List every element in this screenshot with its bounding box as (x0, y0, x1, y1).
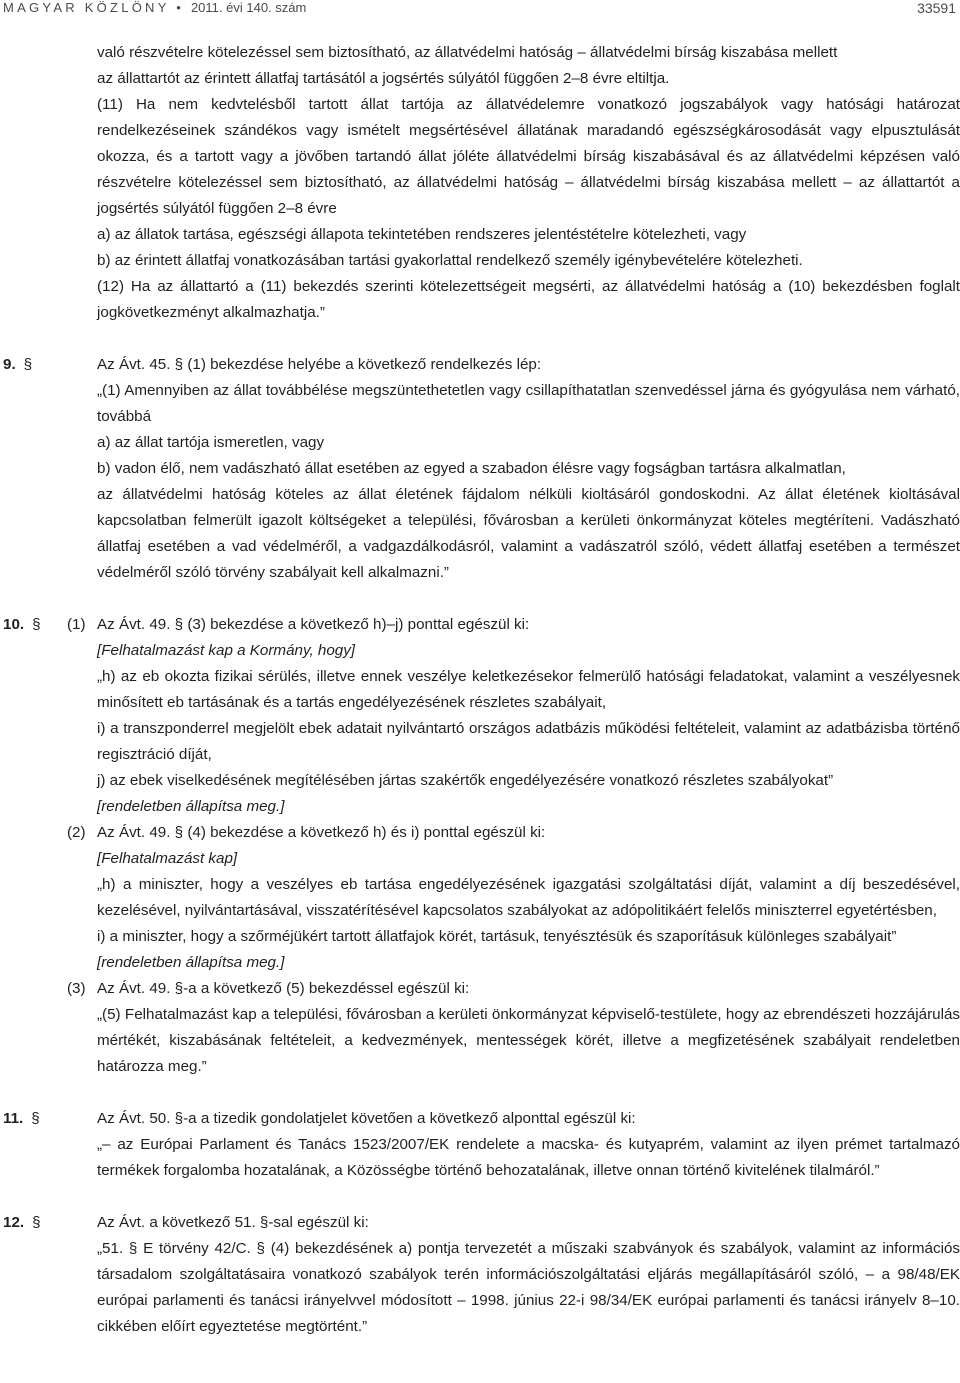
section-number: 11. § (3, 1110, 40, 1127)
journal-name: MAGYAR KÖZLÖNY (3, 0, 170, 15)
point-i: i) a transzponderrel megjelölt ebek adatait nyilvántartó országos adatbázis működési feltételeit, valamint az adatbázisba történő regisztráció díját, (97, 720, 960, 763)
subsection-1 (0, 612, 960, 820)
intro-line: az állattartót az érintett állatfaj tartásától a jogsértés súlyától függően 2–8 évre eltiltja. (97, 70, 670, 87)
subsection-lead: Az Ávt. 49. § (4) bekezdése a következő h) és i) ponttal egészül ki: (97, 824, 546, 841)
section-11 (0, 1106, 960, 1184)
section-lead: Az Ávt. a következő 51. §-sal egészül ki: (97, 1214, 369, 1231)
authorization-clause: [Felhatalmazást kap] (97, 850, 238, 867)
section-text: „– az Európai Parlament és Tanács 1523/2007/EK rendelete a macska- és kutyaprém, valamint az ilyen prémet tartalmazó termékek forgalomba hozatalának, a Közösségbe történő behozatalának, illetve onnan történő kivitelének tilalmáról.” (97, 1136, 960, 1179)
paragraph-12: (12) Ha az állattartó a (11) bekezdés szerinti kötelezettségeit megsérti, az állatvédelmi hatóság a (10) bekezdésben foglalt jogkövetkezményt alkalmazhatja.” (97, 278, 960, 321)
issue-number: 2011. évi 140. szám (190, 0, 307, 15)
section-10 (0, 612, 960, 1080)
paragraph-11-point-a: a) az állatok tartása, egészségi állapota tekintetében rendszeres jelentéstételre kötelezheti, vagy (97, 226, 747, 243)
intro-line: való részvételre kötelezéssel sem biztosítható, az állatvédelmi hatóság – állatvédelmi bírság kiszabása mellett (97, 44, 838, 61)
subsection-label: (1) (67, 616, 86, 633)
page-header (0, 0, 960, 18)
section-point-a: a) az állat tartója ismeretlen, vagy (97, 434, 325, 451)
subsection-lead: Az Ávt. 49. § (3) bekezdése a következő h)–j) ponttal egészül ki: (97, 616, 530, 633)
intro-block (0, 40, 960, 326)
point-i: i) a miniszter, hogy a szőrméjükért tartott állatfajok körét, tartásuk, tenyésztésük és szaporításuk különleges szabályait” (97, 928, 897, 945)
section-number: 12. § (3, 1214, 41, 1231)
subsection-2 (0, 820, 960, 976)
section-9 (0, 352, 960, 586)
paragraph-11-point-b: b) az érintett állatfaj vonatkozásában tartási gyakorlattal rendelkező személy igénybevételére kötelezheti. (97, 252, 803, 269)
section-text: „(1) Amennyiben az állat továbbélése megszüntethetetlen vagy csillapíthatatlan szenvedéssel járna és gyógyulása nem várható, továbbá (97, 382, 960, 425)
subsection-text: „(5) Felhatalmazást kap a települési, fővárosban a kerületi önkormányzat képviselő-testülete, hogy az ebrendészeti hozzájárulás mértékét, kiszabásának feltételeit, a kedvezmények, mentességek körét, illetve a megfizetésének szabályait rendeletben határozza meg.” (97, 1006, 960, 1075)
subsection-3 (0, 976, 960, 1080)
header-bullet: • (176, 0, 185, 15)
subsection-lead: Az Ávt. 49. §-a a következő (5) bekezdéssel egészül ki: (97, 980, 470, 997)
page-number: 33591 (917, 0, 956, 16)
section-number: 10. § (3, 616, 41, 633)
section-lead: Az Ávt. 50. §-a a tizedik gondolatjelet követően a következő alponttal egészül ki: (97, 1110, 636, 1127)
authorization-clause: [Felhatalmazást kap a Kormány, hogy] (97, 642, 356, 659)
journal-title (3, 0, 306, 15)
closing-clause: [rendeletben állapítsa meg.] (97, 954, 285, 971)
section-text: az állatvédelmi hatóság köteles az állat életének fájdalom nélküli kioltásáról gondoskodni. Az állat életének kioltásával kapcsolatban felmerült igazolt költségeket a települési, fővárosban a kerületi önkormányzat köteles megtéríteni. Vadászható állatfaj esetében a vad védelméről, a vadgazdálkodásról, valamint a vadászatról szóló, védett állatfaj esetében a természet védelméről szóló törvény szabályait kell alkalmazni.” (97, 486, 960, 581)
paragraph-11: (11) Ha nem kedvtelésből tartott állat tartója az állatvédelemre vonatkozó jogszabályok vagy hatósági határozat rendelkezéseinek szándékos vagy ismételt megsértésével állatának maradandó egészségkárosodását vagy elpusztulását okozza, és a tartott vagy a jövőben tartandó állat jóléte állatvédelmi bírság kiszabásával és az állatvédelmi képzésen való részvételre kötelezéssel sem biztosítható, az állatvédelmi hatóság – állatvédelmi bírság kiszabása mellett – az állattartót a jogsértés súlyától függően 2–8 évre (97, 96, 960, 217)
point-h: „h) az eb okozta fizikai sérülés, illetve ennek veszélye keletkezésekor felmerülő hatósági feladatokat, valamint a veszélyesnek minősített eb tartásának és a tartás engedélyezésének részletes szabályait, (97, 668, 960, 711)
section-lead: Az Ávt. 45. § (1) bekezdése helyébe a következő rendelkezés lép: (97, 356, 542, 373)
point-h: „h) a miniszter, hogy a veszélyes eb tartása engedélyezésének igazgatási szolgáltatási díját, valamint a díj beszedésével, kezelésével, nyilvántartásával, visszatérítésével kapcsolatos szabályokat az adópolitikáért felelős miniszterrel egyetértésben, (97, 876, 960, 919)
subsection-label: (3) (67, 980, 86, 997)
subsection-label: (2) (67, 824, 86, 841)
section-text: „51. § E törvény 42/C. § (4) bekezdésének a) pontja tervezetét a műszaki szabványok és szabályok, valamint az információs társadalom szolgáltatásaira vonatkozó szabályok terén információszolgáltatási eljárás megállapításáról szóló, – a 98/48/EK európai parlamenti és tanácsi irányelvvel módosított – 1998. június 22-i 98/34/EK európai parlamenti és tanácsi irányelv 8–10. cikkében előírt egyeztetése megtörtént.” (97, 1240, 960, 1335)
section-number: 9. § (3, 356, 33, 373)
section-point-b: b) vadon élő, nem vadászható állat esetében az egyed a szabadon élésre vagy fogságban tartásra alkalmatlan, (97, 460, 846, 477)
closing-clause: [rendeletben állapítsa meg.] (97, 798, 285, 815)
section-12 (0, 1210, 960, 1340)
document-body (0, 40, 960, 1340)
point-j: j) az ebek viselkedésének megítélésében jártas szakértők engedélyezésére vonatkozó részletes szabályokat” (97, 772, 834, 789)
